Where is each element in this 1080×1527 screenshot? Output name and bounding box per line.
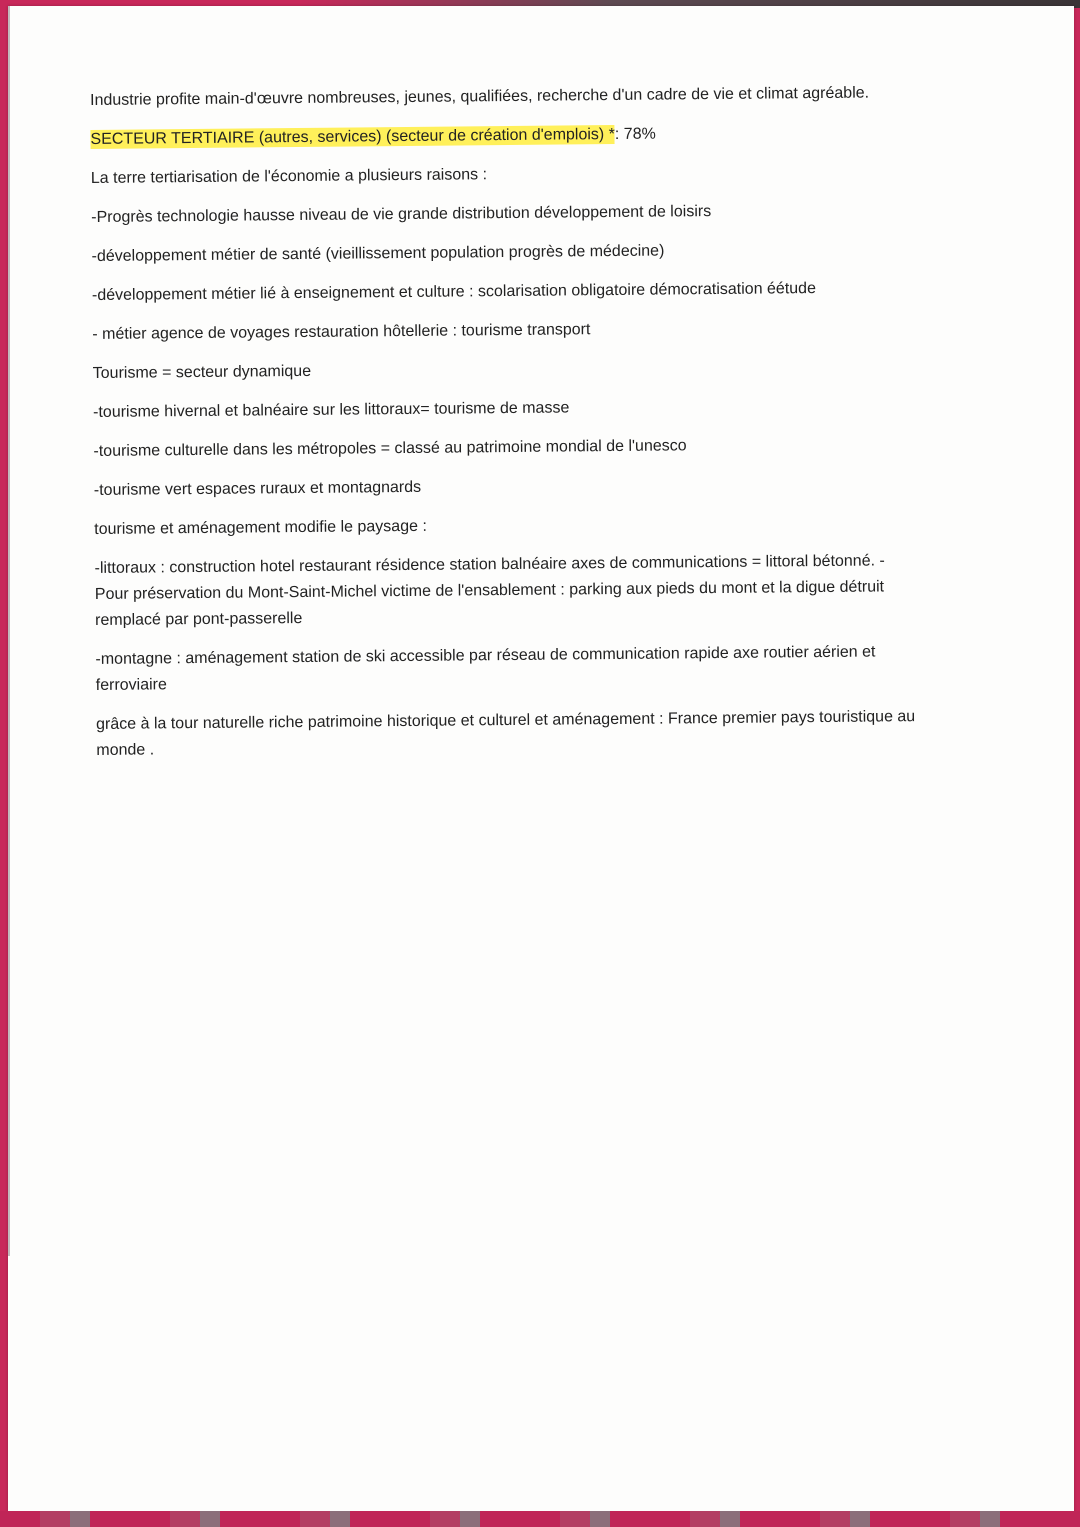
- list-item-progres: -Progrès technologie hausse niveau de vie grande distribution développement de loisirs: [91, 203, 712, 226]
- paragraph-line: grâce à la tour naturelle riche patrimoine historique et culturel et aménagement : France premier pays touristique au: [96, 708, 916, 733]
- paragraph-raisons: La terre tertiarisation de l'économie a plusieurs raisons :: [90, 166, 488, 187]
- paragraph-secteur-tertiaire: [90, 118, 1000, 153]
- paragraph-line: ferroviaire: [95, 676, 167, 694]
- list-item-tourisme-hivernal: -tourisme hivernal et balnéaire sur les littoraux= tourisme de masse: [93, 399, 570, 421]
- paragraph-conclusion: [96, 703, 1006, 764]
- paragraph-line: -montagne : aménagement station de ski accessible par réseau de communication rapide axe routier aérien et: [95, 643, 876, 668]
- list-item-tourisme-vert: -tourisme vert espaces ruraux et montagnards: [93, 478, 422, 499]
- list-item-tourisme-culturel: -tourisme culturelle dans les métropoles = classé au patrimoine mondial de l'unesco: [93, 437, 687, 460]
- paragraph-littoraux: [94, 547, 1005, 634]
- highlighted-heading: SECTEUR TERTIAIRE (autres, services) (secteur de création d'emplois) *: [90, 125, 615, 148]
- paragraph-line: remplacé par pont-passerelle: [95, 609, 303, 629]
- list-item-voyages: - métier agence de voyages restauration hôtellerie : tourisme transport: [92, 321, 591, 343]
- document-body: [90, 79, 1006, 764]
- paragraph-line: monde .: [96, 741, 155, 759]
- paragraph-line: Pour préservation du Mont-Saint-Michel victime de l'ensablement : parking aux pieds du mont et la digue détruit: [94, 578, 885, 603]
- list-item-enseignement: -développement métier lié à enseignement et culture : scolarisation obligatoire démocratisation éétude: [91, 280, 817, 304]
- heading-percentage: : 78%: [614, 125, 656, 143]
- list-item-sante: -développement métier de santé (vieillissement population progrès de médecine): [91, 242, 665, 265]
- paragraph-amenagement: tourisme et aménagement modifie le paysage :: [94, 517, 427, 538]
- paragraph-montagne: [95, 638, 1005, 699]
- photo-background-bottom: [0, 1511, 1080, 1527]
- paragraph-industrie: Industrie profite main-d'œuvre nombreuses, jeunes, qualifiées, recherche d'un cadre de vie et climat agréable.: [90, 84, 870, 109]
- paper-edge-shadow: [8, 6, 10, 1256]
- paragraph-line: -littoraux : construction hotel restaurant résidence station balnéaire axes de communications = littoral bétonné. -: [94, 552, 885, 577]
- paragraph-tourisme-dynamique: Tourisme = secteur dynamique: [92, 362, 312, 382]
